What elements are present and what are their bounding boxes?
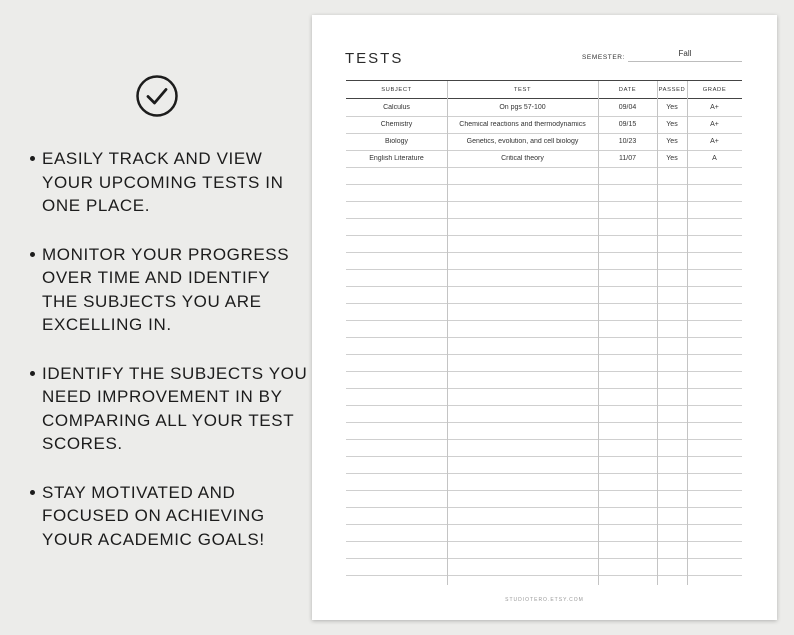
check-circle-icon bbox=[135, 74, 179, 118]
blank-row bbox=[346, 235, 742, 253]
cell-grade: A+ bbox=[710, 121, 719, 128]
column-header-grade: GRADE bbox=[702, 86, 727, 93]
table-row bbox=[346, 133, 742, 151]
feature-item: MONITOR YOUR PROGRESS OVER TIME AND IDENTIFY THE SUBJECTS YOU ARE EXCELLING IN. bbox=[30, 243, 310, 337]
tests-tracker-page bbox=[312, 15, 777, 620]
footer-url: STUDIOTERO.ETSY.COM bbox=[505, 597, 584, 603]
column-divider bbox=[447, 81, 448, 585]
blank-row bbox=[346, 422, 742, 440]
cell-passed: Yes bbox=[666, 104, 678, 111]
table-header-row bbox=[346, 81, 742, 99]
blank-row bbox=[346, 184, 742, 202]
blank-row bbox=[346, 507, 742, 525]
cell-date: 09/04 bbox=[618, 104, 637, 111]
feature-item: EASILY TRACK AND VIEW YOUR UPCOMING TESTS IN ONE PLACE. bbox=[30, 147, 310, 218]
blank-row bbox=[346, 473, 742, 491]
column-header-date: DATE bbox=[618, 86, 637, 93]
column-header-subject: SUBJECT bbox=[381, 86, 412, 93]
blank-row bbox=[346, 269, 742, 287]
blank-row bbox=[346, 303, 742, 321]
blank-row bbox=[346, 558, 742, 576]
table-row bbox=[346, 150, 742, 168]
table-row bbox=[346, 99, 742, 117]
feature-item: IDENTIFY THE SUBJECTS YOU NEED IMPROVEMENT IN BY COMPARING ALL YOUR TEST SCORES. bbox=[30, 362, 310, 456]
cell-subject: English Literature bbox=[369, 155, 424, 162]
cell-grade: A+ bbox=[710, 138, 719, 145]
cell-passed: Yes bbox=[666, 138, 678, 145]
blank-row bbox=[346, 371, 742, 389]
cell-date: 11/07 bbox=[619, 155, 636, 162]
blank-row bbox=[346, 320, 742, 338]
semester-label: SEMESTER: bbox=[582, 54, 625, 61]
blank-row bbox=[346, 405, 742, 423]
column-header-test: TEST bbox=[513, 86, 532, 93]
blank-row bbox=[346, 388, 742, 406]
semester-value: Fall bbox=[628, 49, 742, 62]
table-row bbox=[346, 116, 742, 134]
cell-test: Critical theory bbox=[501, 155, 544, 162]
cell-subject: Calculus bbox=[383, 104, 410, 111]
cell-test: On pgs 57-100 bbox=[499, 104, 546, 111]
blank-row bbox=[346, 218, 742, 236]
cell-subject: Biology bbox=[385, 138, 408, 145]
blank-row bbox=[346, 456, 742, 474]
blank-row bbox=[346, 252, 742, 270]
blank-row bbox=[346, 201, 742, 219]
blank-row bbox=[346, 167, 742, 185]
blank-row bbox=[346, 541, 742, 559]
feature-item: STAY MOTIVATED AND FOCUSED ON ACHIEVING YOUR ACADEMIC GOALS! bbox=[30, 481, 310, 552]
tests-table bbox=[346, 80, 742, 585]
cell-grade: A bbox=[712, 155, 717, 162]
blank-row bbox=[346, 524, 742, 542]
column-divider bbox=[687, 81, 688, 585]
blank-row bbox=[346, 354, 742, 372]
column-divider bbox=[657, 81, 658, 585]
cell-test: Genetics, evolution, and cell biology bbox=[466, 138, 579, 145]
cell-passed: Yes bbox=[666, 155, 678, 162]
blank-row bbox=[346, 439, 742, 457]
blank-row bbox=[346, 286, 742, 304]
blank-row bbox=[346, 337, 742, 355]
cell-date: 09/15 bbox=[618, 121, 637, 128]
cell-date: 10/23 bbox=[618, 138, 637, 145]
feature-list bbox=[30, 147, 310, 551]
cell-passed: Yes bbox=[666, 121, 678, 128]
column-header-passed: PASSED bbox=[658, 86, 686, 93]
cell-subject: Chemistry bbox=[380, 121, 413, 128]
cell-test: Chemical reactions and thermodynamics bbox=[459, 121, 586, 128]
page-title: TESTS bbox=[345, 50, 404, 67]
cell-grade: A+ bbox=[710, 104, 719, 111]
blank-row bbox=[346, 490, 742, 508]
column-divider bbox=[598, 81, 599, 585]
